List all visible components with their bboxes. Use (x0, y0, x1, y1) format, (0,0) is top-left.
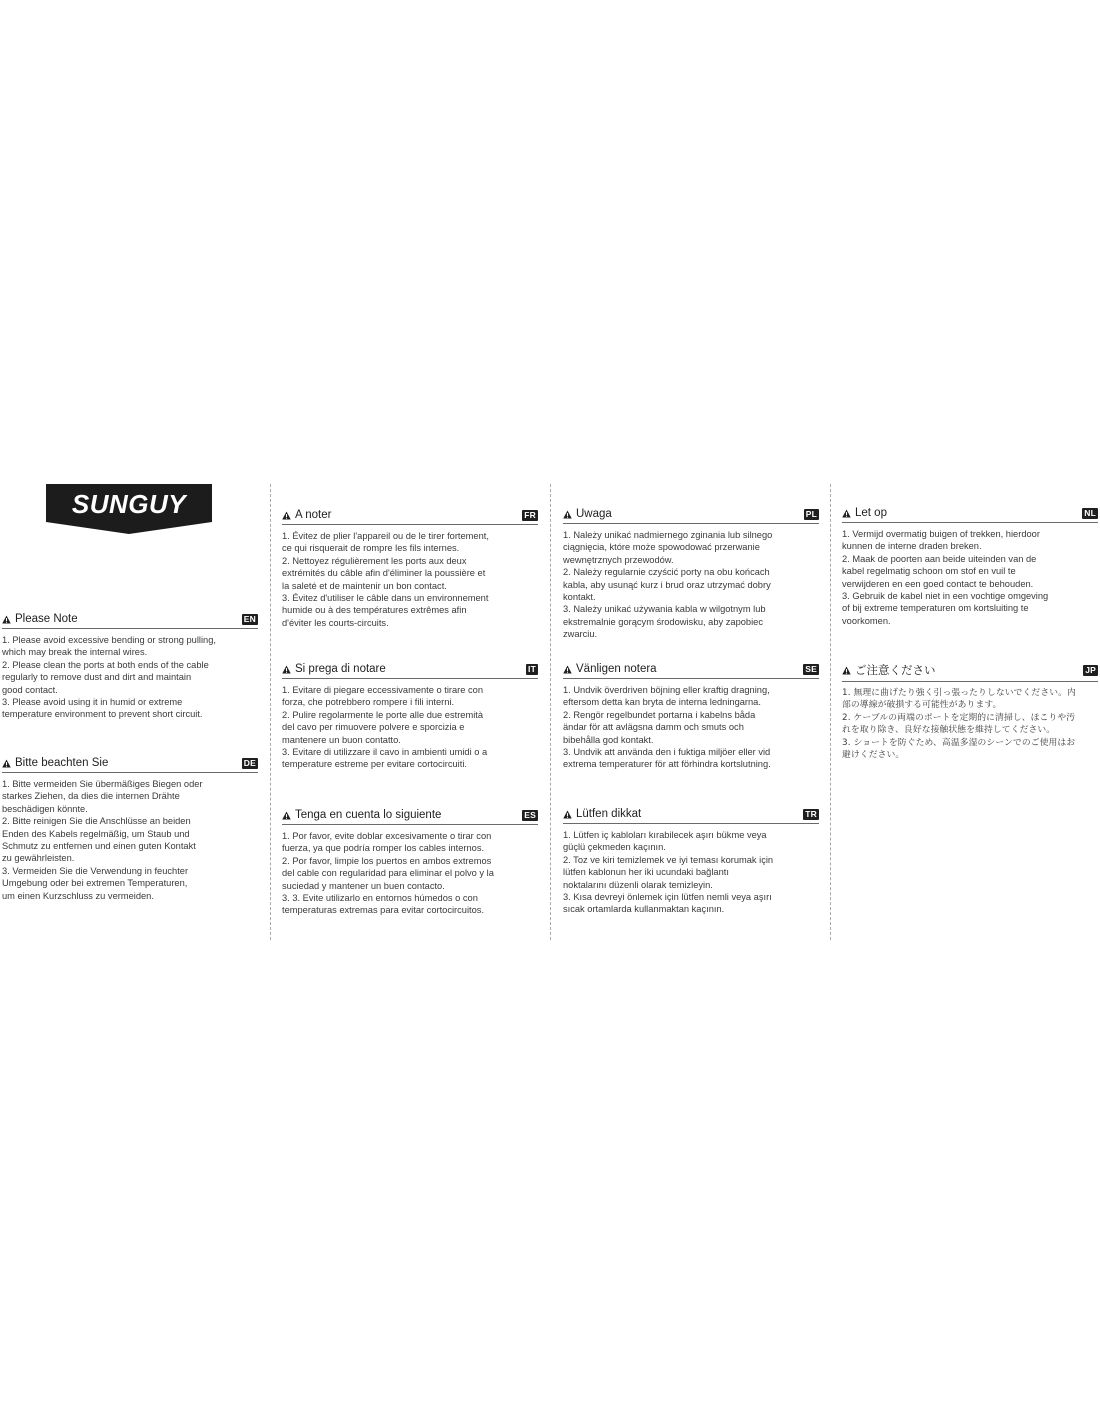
body-line: forza, che potrebbero rompere i fili interni. (282, 697, 455, 708)
body-line: ce qui risquerait de rompre les fils internes. (282, 543, 460, 554)
body-line: 1. Vermijd overmatig buigen of trekken, hierdoor (842, 529, 1040, 539)
warning-icon (2, 615, 11, 624)
body-line: verwijderen en een goed contact te behouden. (842, 578, 1034, 589)
body-line: ciągnięcia, które może spowodować przerwanie (563, 542, 760, 553)
body-line: 3. Vermeiden Sie die Verwendung in feuchter (2, 865, 189, 876)
body-line: 避けください。 (842, 750, 905, 761)
section-title: Bitte beachten Sie (15, 757, 109, 769)
section-body (282, 830, 538, 917)
section-se (563, 663, 819, 771)
body-line: 2. Bitte reinigen Sie die Anschlüsse an beiden (2, 816, 191, 827)
warning-icon (282, 665, 291, 674)
logo-badge (46, 484, 212, 536)
warning-icon (842, 666, 851, 675)
section-header (563, 663, 819, 679)
section-body (842, 528, 1098, 627)
section-header (842, 662, 1098, 682)
body-line: del cable con regularidad para eliminar el polvo y la (282, 868, 494, 879)
language-badge: JP (1085, 664, 1096, 675)
section-body (2, 778, 258, 902)
body-line: eftersom detta kan bryta de interna ledningarna. (563, 697, 761, 708)
body-line: 2. Por favor, limpie los puertos en ambos extremos (282, 855, 492, 866)
body-line: 2. Pulire regolarmente le porte alle due estremità (282, 709, 484, 720)
body-line: zu gewährleisten. (2, 853, 75, 864)
section-body (2, 634, 258, 721)
body-line: 3. Evitare di utilizzare il cavo in ambienti umidi o a (282, 747, 488, 758)
section-de (2, 757, 258, 902)
sunguy-logo (46, 484, 212, 536)
body-line: la saleté et de maintenir un bon contact. (282, 580, 447, 591)
body-line: 3. Please avoid using it in humid or extreme (2, 697, 183, 708)
section-title: A noter (295, 509, 332, 521)
body-line: れを取り除き、良好な接触状態を維持してください。 (842, 725, 1056, 736)
column-divider (830, 484, 831, 940)
section-body (282, 684, 538, 771)
body-line: wewnętrznych przewodów. (563, 554, 674, 565)
body-line: 2. Należy regularnie czyścić porty na obu końcach (563, 567, 770, 578)
body-line: 2. Please clean the ports at both ends of the cable (2, 659, 209, 670)
body-line: extrema temperaturer för att förhindra kortslutning. (563, 759, 771, 770)
body-line: temperaturas extremas para evitar cortocircuitos. (282, 905, 485, 916)
body-line: kabel regelmatig schoon om stof en vuil te (842, 566, 1016, 577)
body-line: 2. ケーブルの両端のポートを定期的に清掃し、ほこりや汚 (842, 712, 1076, 723)
section-body (842, 687, 1098, 761)
section-title: ご注意ください (855, 665, 936, 677)
body-line: beschädigen könnte. (2, 803, 88, 814)
section-it (282, 663, 538, 771)
body-line: 3. Gebruik de kabel niet in een vochtige omgeving (842, 591, 1049, 602)
section-title: Si prega di notare (295, 663, 386, 675)
body-line: voorkomen. (842, 615, 891, 626)
section-title: Lütfen dikkat (576, 808, 642, 820)
section-header (563, 508, 819, 524)
body-line: regularly to remove dust and dirt and maintain (2, 672, 192, 683)
section-body (563, 829, 819, 916)
section-pl (563, 508, 819, 641)
body-line: 1. Undvik överdriven böjning eller kraftig dragning, (563, 685, 770, 695)
body-line: mantenere un buon contatto. (282, 734, 401, 745)
body-line: güçlü çekmeden kaçının. (563, 842, 666, 853)
body-line: sıcak ortamlarda kullanmaktan kaçının. (563, 904, 725, 915)
body-line: Schmutz zu entfernen und einen guten Kontakt (2, 841, 196, 852)
body-line: 2. Toz ve kiri temizlemek ve iyi teması korumak için (563, 854, 774, 865)
section-header (563, 808, 819, 824)
section-header (2, 757, 258, 773)
body-line: 部の導線が破損する可能性があります。 (842, 700, 1002, 711)
section-header (282, 663, 538, 679)
language-badge: EN (243, 613, 256, 624)
section-header (282, 809, 538, 825)
body-line: of bij extreme temperaturen om kortsluiting te (842, 603, 1029, 614)
warning-icon (2, 759, 11, 768)
language-badge: SE (805, 663, 817, 674)
body-line: 3. Évitez d'utiliser le câble dans un environnement (282, 593, 489, 604)
body-line: temperature estreme per evitare cortocircuiti. (282, 759, 467, 770)
section-body (563, 684, 819, 771)
column-divider (550, 484, 551, 940)
body-line: extrémités du câble afin d'éliminer la poussière et (282, 568, 486, 579)
body-line: starkes Ziehen, da dies die internen Drähte (2, 791, 180, 802)
body-line: 2. Nettoyez régulièrement les ports aux deux (282, 555, 467, 566)
body-line: 1. 無理に曲げたり強く引っ張ったりしないでください。内 (842, 688, 1076, 698)
warning-icon (563, 510, 572, 519)
body-line: humide ou à des températures extrêmes afin (282, 605, 467, 616)
body-line: good contact. (2, 684, 58, 695)
body-line: 1. Evitare di piegare eccessivamente o tirare con (282, 685, 484, 695)
body-line: 1. Lütfen iç kabloları kırabilecek aşırı bükme veya (563, 830, 767, 840)
section-header (842, 507, 1098, 523)
warning-icon (842, 509, 851, 518)
section-title: Vänligen notera (576, 663, 657, 675)
section-tr (563, 808, 819, 916)
body-line: 1. Please avoid excessive bending or strong pulling, (2, 635, 216, 645)
body-line: Umgebung oder bei extremen Temperaturen, (2, 878, 188, 889)
body-line: kabla, aby usunąć kurz i brud oraz utrzymać dobry (563, 579, 771, 590)
body-line: zwarciu. (563, 629, 598, 640)
body-line: 2. Maak de poorten aan beide uiteinden van de (842, 553, 1037, 564)
body-line: Enden des Kabels regelmäßig, um Staub und (2, 828, 190, 839)
body-line: 3. Kısa devreyi önlemek için lütfen nemli veya aşırı (563, 892, 772, 903)
language-badge: TR (805, 808, 817, 819)
warning-icon (563, 810, 572, 819)
language-badge: PL (805, 508, 817, 519)
section-title: Uwaga (576, 508, 612, 520)
warning-icon (282, 511, 291, 520)
section-jp (842, 662, 1098, 761)
warning-icon (563, 665, 572, 674)
section-title: Let op (855, 507, 887, 519)
warning-icon (282, 811, 291, 820)
section-fr (282, 509, 538, 629)
body-line: noktalarını düzenli olarak temizleyin. (563, 879, 713, 890)
body-line: lütfen kablonun her iki ucundaki bağlantı (563, 867, 729, 878)
language-badge: NL (1084, 507, 1096, 518)
column-divider (270, 484, 271, 940)
section-body (282, 530, 538, 629)
body-line: 1. Évitez de plier l'appareil ou de le tirer fortement, (282, 531, 489, 541)
body-line: um einen Kurzschluss zu vermeiden. (2, 890, 154, 901)
body-line: 3. 3. Evite utilizarlo en entornos húmedos o con (282, 893, 478, 904)
section-title: Tenga en cuenta lo siguiente (295, 809, 442, 821)
language-badge: FR (524, 509, 536, 520)
language-badge: ES (524, 809, 536, 820)
body-line: 3. Należy unikać używania kabla w wilgotnym lub (563, 604, 766, 615)
language-badge: IT (528, 663, 536, 674)
body-line: d'éviter les courts-circuits. (282, 617, 389, 628)
body-line: ekstremalnie gorącym środowisku, aby zapobiec (563, 616, 763, 627)
body-line: suciedad y mantener un buen contacto. (282, 880, 445, 891)
body-line: 3. Undvik att använda den i fuktiga miljöer eller vid (563, 747, 771, 758)
body-line: 1. Należy unikać nadmiernego zginania lub silnego (563, 530, 773, 540)
body-line: 3. ショートを防ぐため、高温多湿のシーンでのご使用はお (842, 737, 1076, 748)
body-line: temperature environment to prevent short circuit. (2, 709, 203, 720)
body-line: ändar för att avlägsna damm och smuts och (563, 722, 744, 733)
language-badge: DE (243, 757, 256, 768)
body-line: 1. Por favor, evite doblar excesivamente o tirar con (282, 831, 492, 841)
body-line: 1. Bitte vermeiden Sie übermäßiges Biegen oder (2, 779, 203, 789)
section-title: Please Note (15, 613, 78, 625)
body-line: del cavo per rimuovere polvere e sporcizia e (282, 722, 465, 733)
section-body (563, 529, 819, 641)
body-line: bibehålla god kontakt. (563, 734, 654, 745)
section-en (2, 613, 258, 721)
section-header (282, 509, 538, 525)
body-line: kontakt. (563, 592, 596, 603)
body-line: 2. Rengör regelbundet portarna i kabelns båda (563, 709, 756, 720)
body-line: which may break the internal wires. (2, 647, 148, 658)
section-nl (842, 507, 1098, 627)
section-header (2, 613, 258, 629)
body-line: fuerza, ya que podría romper los cables internos. (282, 843, 485, 854)
body-line: kunnen de interne draden breken. (842, 541, 982, 552)
logo-text: SUNGUY (71, 489, 187, 519)
section-es (282, 809, 538, 917)
